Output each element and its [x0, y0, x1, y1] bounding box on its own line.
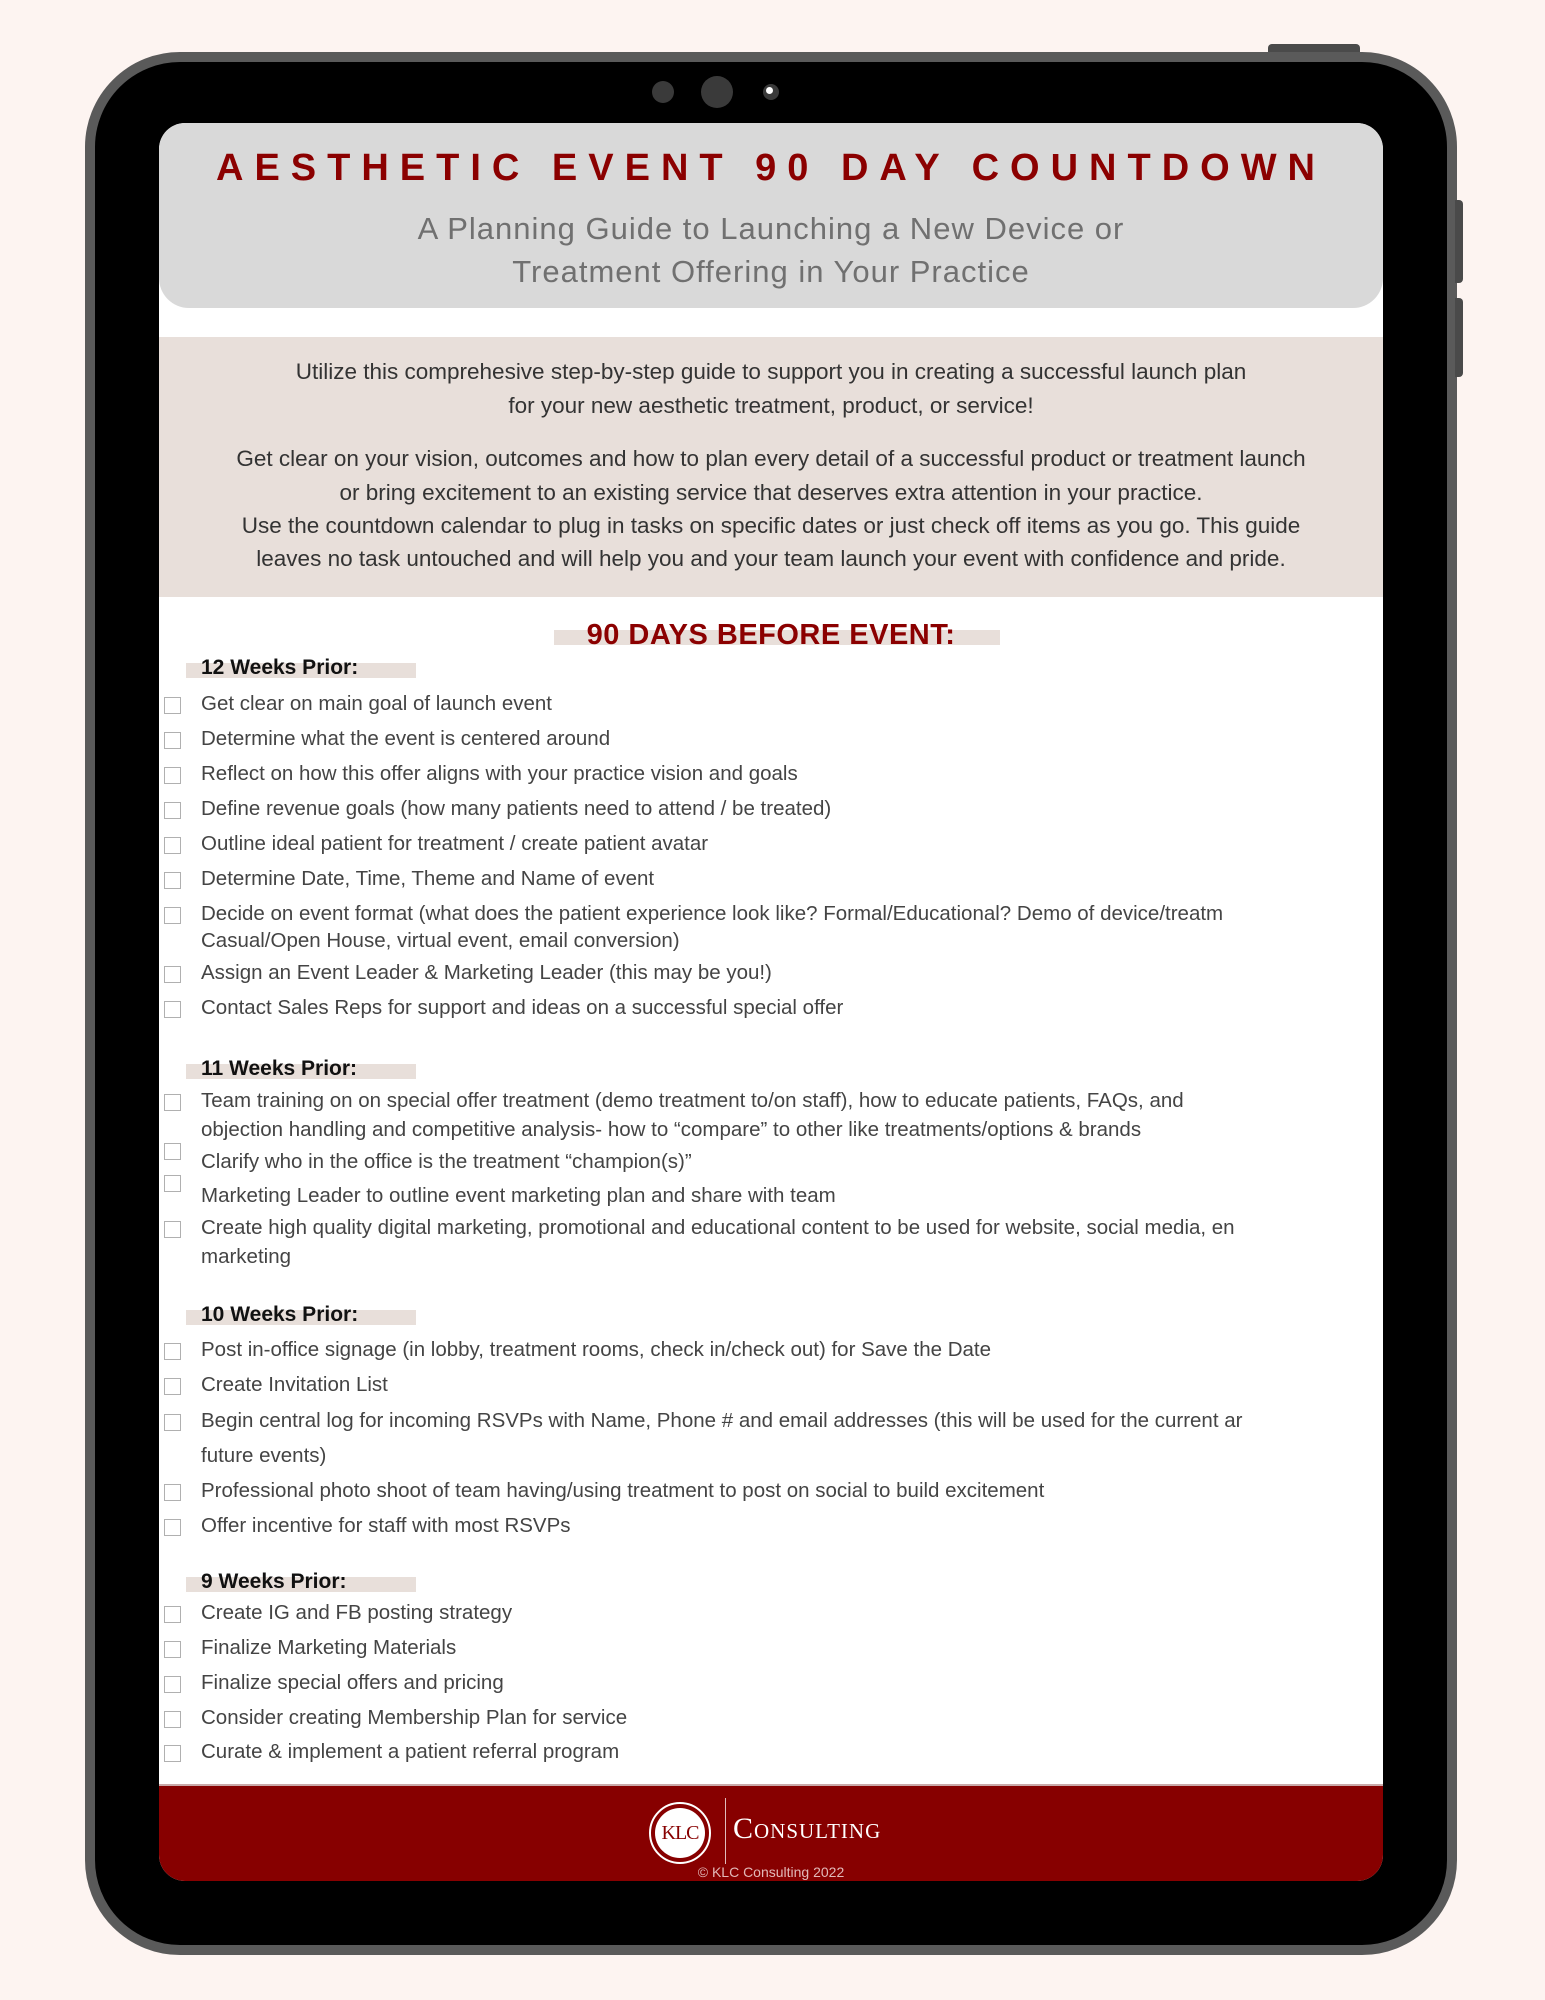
task-text: Clarify who in the office is the treatment “champion(s)”	[201, 1150, 692, 1173]
page-title: AESTHETIC EVENT 90 DAY COUNTDOWN	[216, 147, 1326, 189]
task-text-continued: Casual/Open House, virtual event, email conversion)	[201, 929, 680, 952]
subtitle-line-1: A Planning Guide to Launching a New Device or	[417, 211, 1125, 246]
task-text: Contact Sales Reps for support and ideas on a successful special offer	[201, 996, 844, 1019]
week-label: 10 Weeks Prior:	[201, 1303, 359, 1326]
task-text: Post in-office signage (in lobby, treatment rooms, check in/check out) for Save the Date	[201, 1338, 992, 1361]
task-checkbox[interactable]	[164, 767, 181, 784]
task-text: Get clear on main goal of launch event	[201, 692, 552, 715]
task-text: Consider creating Membership Plan for service	[201, 1706, 628, 1729]
camera-lens-icon	[763, 84, 779, 100]
task-text: Offer incentive for staff with most RSVPs	[201, 1514, 571, 1537]
task-checkbox[interactable]	[164, 1676, 181, 1693]
task-text: Create IG and FB posting strategy	[201, 1601, 513, 1624]
task-checkbox[interactable]	[164, 697, 181, 714]
task-text: Team training on on special offer treatment (demo treatment to/on staff), how to educate patients, FAQs, and	[201, 1089, 1184, 1112]
task-checkbox[interactable]	[164, 1001, 181, 1018]
logo-monogram: KLC	[655, 1808, 705, 1858]
task-checkbox[interactable]	[164, 966, 181, 983]
volume-down-button	[1455, 298, 1463, 377]
intro-line: or bring excitement to an existing service that deserves extra attention in your practice.	[339, 480, 1203, 505]
task-text: Reflect on how this offer aligns with your practice vision and goals	[201, 762, 798, 785]
intro-line: leaves no task untouched and will help you and your team launch your event with confidence and pride.	[256, 546, 1286, 571]
task-checkbox[interactable]	[164, 1143, 181, 1160]
week-label: 12 Weeks Prior:	[201, 656, 359, 679]
task-checkbox[interactable]	[164, 1175, 181, 1192]
tablet-screen	[159, 123, 1383, 1881]
week-label: 9 Weeks Prior:	[201, 1570, 347, 1593]
task-checkbox[interactable]	[164, 1745, 181, 1762]
week-label: 11 Weeks Prior:	[201, 1057, 358, 1080]
task-text-continued: future events)	[201, 1444, 327, 1467]
task-checkbox[interactable]	[164, 1378, 181, 1395]
task-text: Begin central log for incoming RSVPs with Name, Phone # and email addresses (this will be used for the current ar	[201, 1409, 1243, 1432]
task-text: Marketing Leader to outline event marketing plan and share with team	[201, 1184, 836, 1207]
task-checkbox[interactable]	[164, 732, 181, 749]
sensor-icon	[652, 81, 674, 103]
intro-line: Get clear on your vision, outcomes and how to plan every detail of a successful product or treatment launch	[236, 446, 1306, 471]
task-text-continued: marketing	[201, 1245, 292, 1268]
task-text: Outline ideal patient for treatment / create patient avatar	[201, 832, 709, 855]
task-text-continued: objection handling and competitive analysis- how to “compare” to other like treatments/options & brands	[201, 1118, 1142, 1141]
task-text: Professional photo shoot of team having/using treatment to post on social to build excitement	[201, 1479, 1045, 1502]
task-text: Create Invitation List	[201, 1373, 388, 1396]
logo-wordmark: Consulting	[733, 1812, 882, 1845]
task-checkbox[interactable]	[164, 1094, 181, 1111]
intro-line: for your new aesthetic treatment, product, or service!	[508, 393, 1034, 418]
task-checkbox[interactable]	[164, 1484, 181, 1501]
task-checkbox[interactable]	[164, 907, 181, 924]
task-checkbox[interactable]	[164, 1519, 181, 1536]
task-checkbox[interactable]	[164, 1711, 181, 1728]
intro-panel	[159, 337, 1383, 597]
footer	[159, 1784, 1383, 1881]
task-checkbox[interactable]	[164, 872, 181, 889]
task-text: Determine Date, Time, Theme and Name of event	[201, 867, 655, 890]
task-text: Assign an Event Leader & Marketing Leader (this may be you!)	[201, 961, 772, 984]
intro-line: Use the countdown calendar to plug in tasks on specific dates or just check off items as you go. This guide	[241, 513, 1301, 538]
volume-up-button	[1455, 200, 1463, 283]
klc-logo-icon	[649, 1802, 711, 1864]
subtitle-line-2: Treatment Offering in Your Practice	[512, 254, 1030, 289]
task-checkbox[interactable]	[164, 1221, 181, 1238]
task-checkbox[interactable]	[164, 1414, 181, 1431]
section-heading: 90 DAYS BEFORE EVENT:	[586, 619, 956, 651]
task-text: Curate & implement a patient referral program	[201, 1740, 620, 1763]
copyright-text: © KLC Consulting 2022	[697, 1864, 845, 1880]
task-checkbox[interactable]	[164, 1606, 181, 1623]
task-checkbox[interactable]	[164, 1343, 181, 1360]
task-text: Create high quality digital marketing, promotional and educational content to be used for website, social media, en	[201, 1216, 1235, 1239]
task-text: Finalize Marketing Materials	[201, 1636, 457, 1659]
task-checkbox[interactable]	[164, 802, 181, 819]
task-checkbox[interactable]	[164, 1641, 181, 1658]
task-checkbox[interactable]	[164, 837, 181, 854]
task-text: Decide on event format (what does the patient experience look like? Formal/Educational? Demo of device/treatm	[201, 902, 1224, 925]
camera-icon	[701, 76, 733, 108]
logo-divider	[725, 1798, 726, 1864]
document-header	[159, 123, 1383, 308]
task-text: Determine what the event is centered around	[201, 727, 611, 750]
task-text: Finalize special offers and pricing	[201, 1671, 504, 1694]
task-text: Define revenue goals (how many patients need to attend / be treated)	[201, 797, 832, 820]
intro-line: Utilize this comprehesive step-by-step guide to support you in creating a successful launch plan	[295, 359, 1247, 384]
